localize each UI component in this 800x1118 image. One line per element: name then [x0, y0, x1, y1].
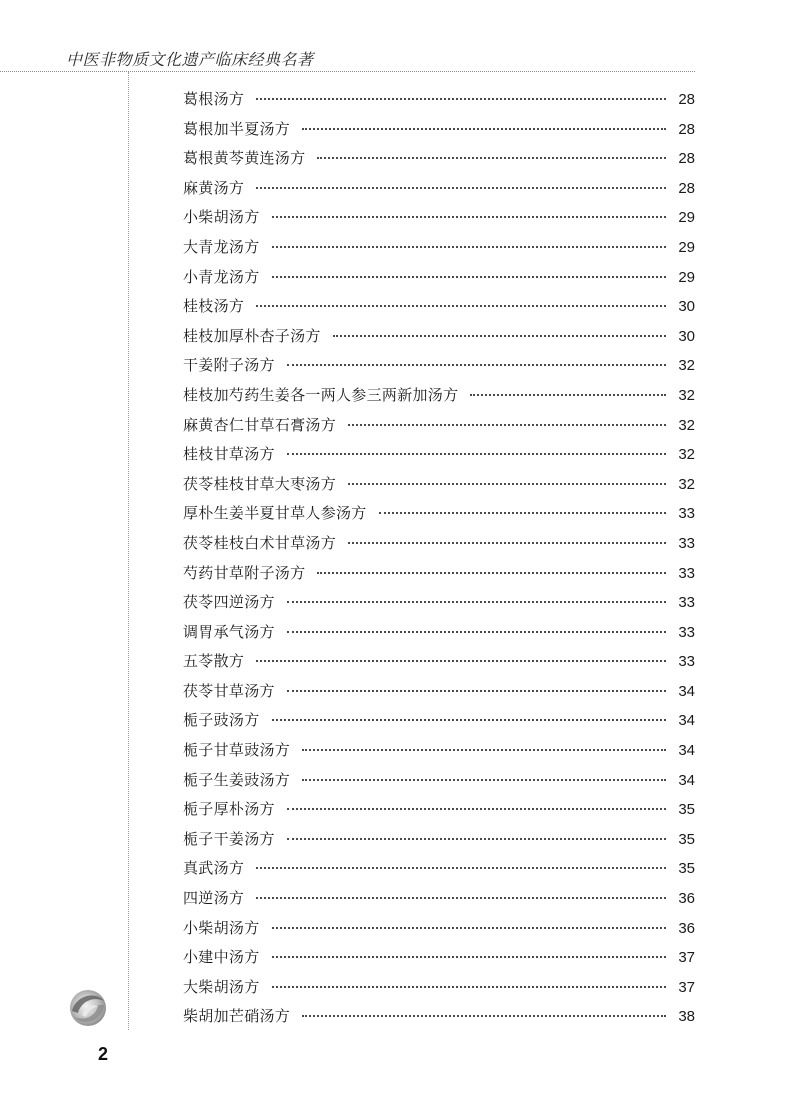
toc-entry — [183, 118, 695, 148]
toc-entry-page: 32 — [678, 475, 695, 493]
toc-entry-page: 28 — [678, 91, 695, 108]
toc-entry-page: 35 — [678, 860, 695, 878]
toc-entry-title: 厚朴生姜半夏甘草人参汤方 — [183, 504, 367, 523]
table-of-contents — [183, 88, 695, 1035]
toc-dot-leader — [272, 276, 667, 278]
toc-entry-page: 32 — [678, 386, 695, 404]
toc-entry-page: 35 — [678, 801, 695, 819]
toc-entry — [183, 443, 695, 473]
toc-entry-page: 30 — [678, 327, 695, 345]
toc-dot-leader — [256, 660, 666, 662]
toc-dot-leader — [302, 749, 666, 751]
toc-dot-leader — [272, 246, 667, 248]
toc-dot-leader — [287, 601, 667, 603]
toc-entry — [183, 88, 695, 118]
toc-entry — [183, 917, 695, 947]
toc-entry — [183, 680, 695, 710]
toc-entry-page: 34 — [678, 712, 695, 730]
toc-dot-leader — [256, 867, 666, 869]
toc-dot-leader — [287, 453, 667, 455]
toc-entry-page: 34 — [678, 682, 695, 700]
toc-dot-leader — [348, 542, 666, 544]
toc-entry — [183, 828, 695, 858]
toc-entry — [183, 798, 695, 828]
toc-entry — [183, 857, 695, 887]
toc-dot-leader — [470, 394, 666, 396]
toc-entry — [183, 414, 695, 444]
toc-dot-leader — [302, 779, 666, 781]
toc-entry-title: 葛根加半夏汤方 — [183, 119, 291, 138]
running-header-title: 中医非物质文化遗产临床经典名著 — [66, 50, 314, 69]
toc-dot-leader — [256, 98, 666, 100]
toc-entry — [183, 562, 695, 592]
toc-entry — [183, 532, 695, 562]
toc-entry — [183, 650, 695, 680]
toc-entry — [183, 384, 695, 414]
toc-entry-page: 38 — [678, 1008, 695, 1026]
toc-entry-title: 栀子甘草豉汤方 — [183, 741, 291, 760]
toc-entry-page: 34 — [678, 742, 695, 760]
toc-entry-title: 调胃承气汤方 — [183, 622, 275, 641]
toc-entry-title: 茯苓桂枝甘草大枣汤方 — [183, 474, 337, 493]
toc-dot-leader — [317, 157, 666, 159]
toc-entry-page: 29 — [678, 209, 695, 227]
toc-entry-page: 28 — [678, 150, 695, 168]
toc-entry-page: 32 — [678, 446, 695, 464]
toc-entry — [183, 1005, 695, 1035]
toc-entry-title: 五苓散方 — [183, 652, 245, 671]
toc-entry-title: 干姜附子汤方 — [183, 356, 275, 375]
toc-entry-title: 麻黄杏仁甘草石膏汤方 — [183, 415, 337, 434]
toc-entry-title: 大柴胡汤方 — [183, 977, 260, 996]
toc-entry-page: 28 — [678, 120, 695, 138]
toc-entry — [183, 325, 695, 355]
toc-entry — [183, 177, 695, 207]
toc-dot-leader — [348, 483, 666, 485]
toc-entry-title: 桂枝加厚朴杏子汤方 — [183, 326, 321, 345]
toc-entry-title: 栀子厚朴汤方 — [183, 800, 275, 819]
toc-entry-title: 栀子豉汤方 — [183, 711, 260, 730]
toc-dot-leader — [272, 927, 667, 929]
toc-entry — [183, 739, 695, 769]
toc-entry-page: 35 — [678, 830, 695, 848]
toc-entry-title: 柴胡加芒硝汤方 — [183, 1007, 291, 1026]
toc-entry-page: 36 — [678, 919, 695, 937]
toc-entry-title: 小建中汤方 — [183, 948, 260, 967]
toc-entry-page: 37 — [678, 949, 695, 967]
toc-entry — [183, 769, 695, 799]
toc-entry-page: 29 — [678, 238, 695, 256]
toc-dot-leader — [302, 128, 666, 130]
toc-entry-title: 芍药甘草附子汤方 — [183, 563, 306, 582]
toc-entry — [183, 946, 695, 976]
toc-entry-page: 30 — [678, 298, 695, 316]
toc-dot-leader — [272, 719, 667, 721]
toc-dot-leader — [287, 364, 667, 366]
toc-entry-title: 麻黄汤方 — [183, 178, 245, 197]
toc-entry-title: 小青龙汤方 — [183, 267, 260, 286]
toc-dot-leader — [287, 808, 667, 810]
toc-entry — [183, 502, 695, 532]
margin-divider — [128, 72, 129, 1030]
toc-entry-title: 栀子干姜汤方 — [183, 829, 275, 848]
toc-dot-leader — [379, 512, 667, 514]
toc-dot-leader — [287, 838, 667, 840]
toc-dot-leader — [272, 216, 667, 218]
toc-dot-leader — [256, 187, 666, 189]
header-divider — [0, 71, 695, 72]
toc-dot-leader — [256, 897, 666, 899]
toc-entry — [183, 621, 695, 651]
toc-entry-title: 茯苓桂枝白术甘草汤方 — [183, 533, 337, 552]
toc-entry-page: 33 — [678, 564, 695, 582]
toc-entry-title: 桂枝甘草汤方 — [183, 445, 275, 464]
toc-entry — [183, 295, 695, 325]
toc-dot-leader — [287, 631, 667, 633]
toc-entry-title: 桂枝加芍药生姜各一两人参三两新加汤方 — [183, 385, 459, 404]
toc-entry-page: 29 — [678, 268, 695, 286]
toc-entry — [183, 206, 695, 236]
toc-entry-title: 四逆汤方 — [183, 889, 245, 908]
toc-entry-title: 小柴胡汤方 — [183, 918, 260, 937]
toc-entry-page: 33 — [678, 534, 695, 552]
toc-entry — [183, 147, 695, 177]
toc-dot-leader — [302, 1015, 666, 1017]
toc-entry-title: 茯苓甘草汤方 — [183, 681, 275, 700]
page-header — [0, 0, 800, 74]
page-number: 2 — [98, 1044, 109, 1064]
toc-entry — [183, 266, 695, 296]
toc-entry — [183, 473, 695, 503]
toc-entry-page: 32 — [678, 357, 695, 375]
toc-entry-title: 小柴胡汤方 — [183, 208, 260, 227]
toc-entry-page: 33 — [678, 653, 695, 671]
toc-entry-page: 33 — [678, 623, 695, 641]
toc-entry-page: 32 — [678, 416, 695, 434]
toc-entry-title: 茯苓四逆汤方 — [183, 593, 275, 612]
toc-entry — [183, 887, 695, 917]
toc-entry-title: 栀子生姜豉汤方 — [183, 770, 291, 789]
toc-entry — [183, 591, 695, 621]
toc-dot-leader — [287, 690, 667, 692]
toc-entry — [183, 976, 695, 1006]
toc-entry-title: 真武汤方 — [183, 859, 245, 878]
toc-entry-title: 葛根黄芩黄连汤方 — [183, 149, 306, 168]
toc-entry-page: 34 — [678, 771, 695, 789]
toc-entry-page: 36 — [678, 890, 695, 908]
toc-entry-page: 28 — [678, 179, 695, 197]
toc-entry-page: 33 — [678, 594, 695, 612]
toc-entry-title: 桂枝汤方 — [183, 297, 245, 316]
toc-entry-page: 33 — [678, 505, 695, 523]
toc-entry — [183, 236, 695, 266]
toc-dot-leader — [333, 335, 667, 337]
toc-dot-leader — [348, 424, 666, 426]
toc-entry-page: 37 — [678, 978, 695, 996]
toc-entry — [183, 709, 695, 739]
toc-dot-leader — [256, 305, 666, 307]
toc-entry-title: 大青龙汤方 — [183, 237, 260, 256]
toc-entry-title: 葛根汤方 — [183, 90, 245, 108]
toc-dot-leader — [272, 986, 667, 988]
toc-dot-leader — [317, 572, 666, 574]
toc-entry — [183, 354, 695, 384]
toc-dot-leader — [272, 956, 667, 958]
publisher-swirl-logo-icon — [64, 985, 112, 1031]
